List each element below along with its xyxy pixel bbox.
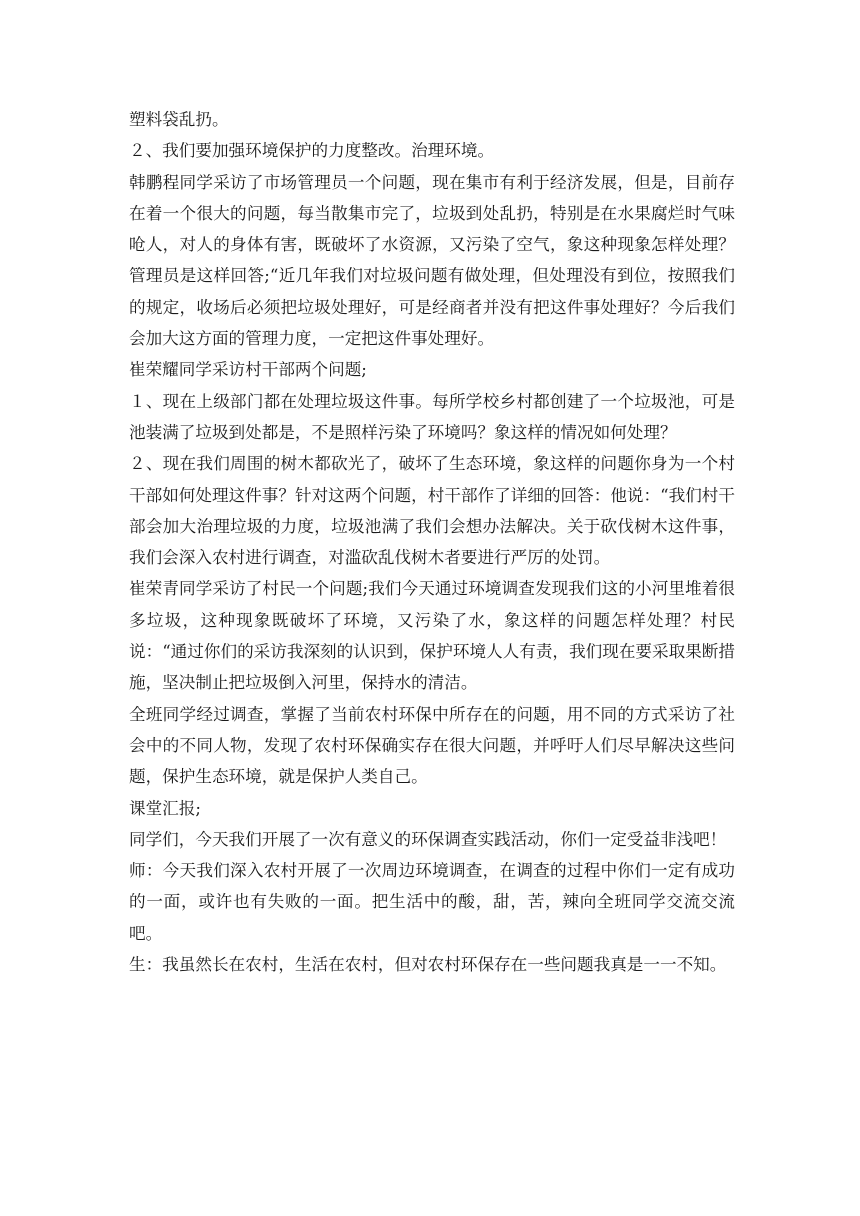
paragraph-point-2-strengthen: ２、我们要加强环境保护的力度整改。治理环境。	[129, 141, 495, 161]
paragraph-plastic-bags: 塑料袋乱扔。	[129, 110, 229, 129]
paragraph-villager-interview: 崔荣青同学采访了村民一个问题;我们今天通过环境调查发现我们这的小河里堆着很多垃圾，这种现象既破坏了环境，又污染了水，象这样的问题怎样处理？村民说：“通过你们的采访我深刻的认识到，保护环境人人有责，我们现在要采取果断措施，坚决制止把垃圾倒入河里，保持水的清洁。	[129, 579, 735, 693]
paragraph-class-report-heading: 课堂汇报;	[129, 798, 201, 818]
paragraph-question-1: １、现在上级部门都在处理垃圾这件事。每所学校乡村都创建了一个垃圾池，可是池装满了垃圾到处都是，不是照样污染了环境吗？象这样的情况如何处理？	[129, 391, 735, 442]
paragraph-students-benefit: 同学们，今天我们开展了一次有意义的环保调查实践活动，你们一定受益非浅吧！	[129, 829, 727, 849]
paragraph-teacher-prompt: 师：今天我们深入农村开展了一次周边环境调查，在调查的过程中你们一定有成功的一面，或许也有失败的一面。把生活中的酸，甜，苦，辣向全班同学交流交流吧。	[129, 861, 735, 943]
paragraph-village-cadre-intro: 崔荣耀同学采访村干部两个问题;	[129, 360, 367, 380]
paragraph-class-summary: 全班同学经过调查，掌握了当前农村环保中所存在的问题，用不同的方式采访了社会中的不同人物，发现了农村环保确实存在很大问题，并呼吁人们尽早解决这些问题，保护生态环境，就是保护人类自己。	[129, 704, 735, 787]
paragraph-student-response: 生：我虽然长在农村，生活在农村，但对农村环保存在一些问题我真是一一不知。	[129, 955, 727, 975]
paragraph-market-interview: 韩鹏程同学采访了市场管理员一个问题，现在集市有利于经济发展，但是，目前存在着一个很大的问题，每当散集市完了，垃圾到处乱扔，特别是在水果腐烂时气味呛人，对人的身体有害，既破坏了水资源，又污染了空气，象这种现象怎样处理？管理员是这样回答;“近几年我们对垃圾问题有做处理，但处理没有到位，按照我们的规定，收场后必须把垃圾处理好，可是经商者并没有把这件事处理好？今后我们会加大这方面的管理力度，一定把这件事处理好。	[129, 172, 735, 349]
document-body	[129, 104, 735, 980]
paragraph-question-2: ２、现在我们周围的树木都砍光了，破坏了生态环境，象这样的问题你身为一个村干部如何处理这件事？针对这两个问题，村干部作了详细的回答：他说：“我们村干部会加大治理垃圾的力度，垃圾池满了我们会想办法解决。关于砍伐树木这件事，我们会深入农村进行调查，对滥砍乱伐树木者要进行严厉的处罚。	[129, 454, 735, 568]
